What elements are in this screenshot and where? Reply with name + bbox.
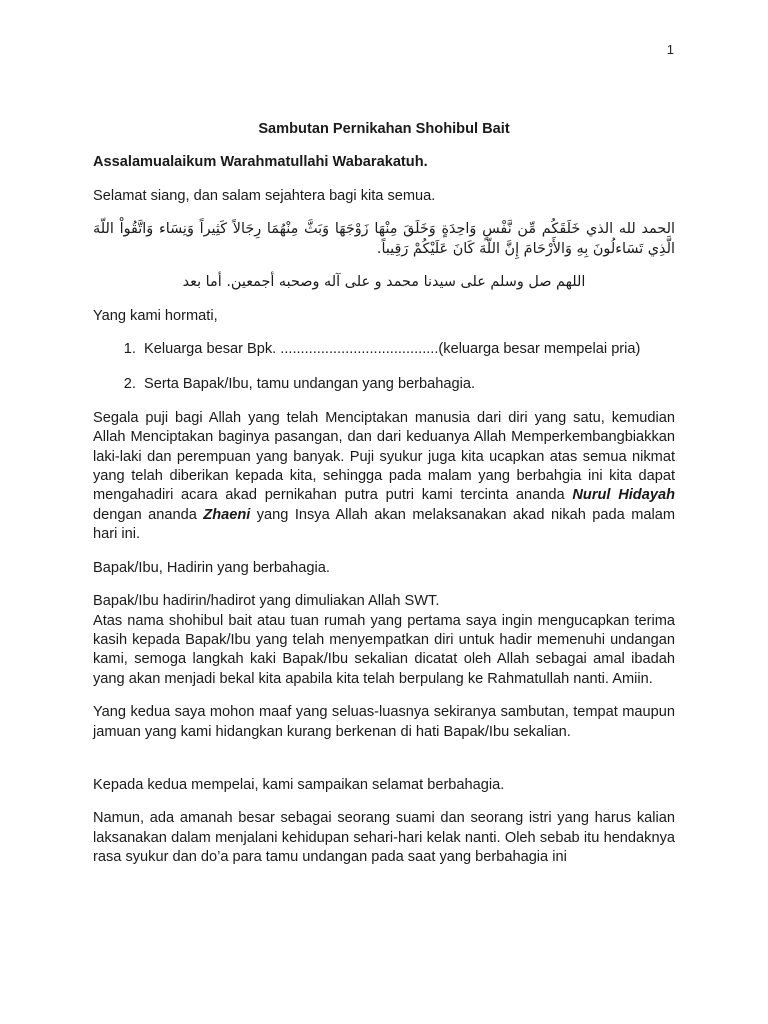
document-body — [93, 120, 675, 882]
groom-name: Zhaeni — [203, 506, 251, 523]
paragraph-text: Segala puji bagi Allah yang telah Menciptakan manusia dari diri yang satu, kemudian Allah Menciptakan baginya pasangan, dan dari keduanya Allah Memperkembangbiakkan laki-laki dan perempuan yang banyak. Puji syukur juga kita ucapkan atas semua nikmat yang telah diberikan kepada kita, sehingga pada malam yang berbahgia ini kita dapat mengahadiri acara akad pernikahan putra putri kami tercinta ananda — [93, 409, 675, 504]
paragraph-thanks: Atas nama shohibul bait atau tuan rumah yang pertama saya ingin mengucapkan terima kasih kepada Bapak/Ibu yang telah menyempatkan diri untuk hadir memenuhi undangan kami, semoga langkah kaki Bapak/Ibu sekalian dicatat oleh Allah sebagai amal ibadah yang akan menjadi bekal kita apabila kita telah berpulang ke Rahmatullah nanti. Amiin. — [93, 612, 675, 687]
bride-name: Nurul Hidayah — [572, 487, 675, 504]
opening-line: Selamat siang, dan salam sejahtera bagi kita semua. — [93, 187, 436, 204]
paragraph-apology: Yang kedua saya mohon maaf yang seluas-luasnya sekiranya sambutan, tempat maupun jamuan yang kami hidangkan kurang berkenan di hati Bapak/Ibu sekalian. — [93, 704, 675, 740]
paragraph-address: Bapak/Ibu, Hadirin yang berbahagia. — [93, 559, 330, 576]
document-title: Sambutan Pernikahan Shohibul Bait — [258, 121, 510, 137]
paragraph-congrats: Kepada kedua mempelai, kami sampaikan selamat berbahagia. — [93, 776, 505, 793]
list-item: 1. Keluarga besar Bpk. .......................................(keluarga besar mempelai pria) — [140, 340, 675, 359]
page-number: 1 — [666, 42, 674, 57]
list-item: 2. Serta Bapak/Ibu, tamu undangan yang berbahagia. — [140, 375, 675, 394]
honorees-list — [93, 340, 675, 395]
paragraph-text: yang Insya Allah akan melaksanakan akad nikah pada malam hari ini. — [93, 506, 675, 543]
paragraph-praise — [93, 409, 675, 545]
paragraph-address-2: Bapak/Ibu hadirin/hadirot yang dimuliakan Allah SWT. — [93, 593, 440, 610]
arabic-verse: الحمد لله الذي خَلَقَكُم مِّن نَّفْسٍ وَاحِدَةٍ وَخَلَقَ مِنْهَا زَوْجَهَا وَبَثَّ مِنْهُمَا رِجَالاً كَثِيراً وَنِسَاء وَاتَّقُواْ اللّهَ الَّذِي تَسَاءلُونَ بِهِ وَالأَرْحَامَ إِنَّ اللّهَ كَانَ عَلَيْكُمْ رَقِيباً. — [93, 221, 675, 257]
greeting: Assalamualaikum Warahmatullahi Wabarakatuh. — [93, 154, 428, 171]
arabic-salawat: اللهم صل وسلم على سيدنا محمد و على آله وصحبه أجمعين. أما بعد — [182, 274, 586, 291]
paragraph-text: dengan ananda — [93, 506, 204, 523]
salutation: Yang kami hormati, — [93, 307, 218, 324]
paragraph-advice: Namun, ada amanah besar sebagai seorang suami dan seorang istri yang harus kalian laksanakan dalam menjalani kehidupan sehari-hari kelak nanti. Oleh sebab itu hendaknya rasa syukur dan do’a para tamu undangan pada saat yang berbahagia ini — [93, 810, 675, 866]
